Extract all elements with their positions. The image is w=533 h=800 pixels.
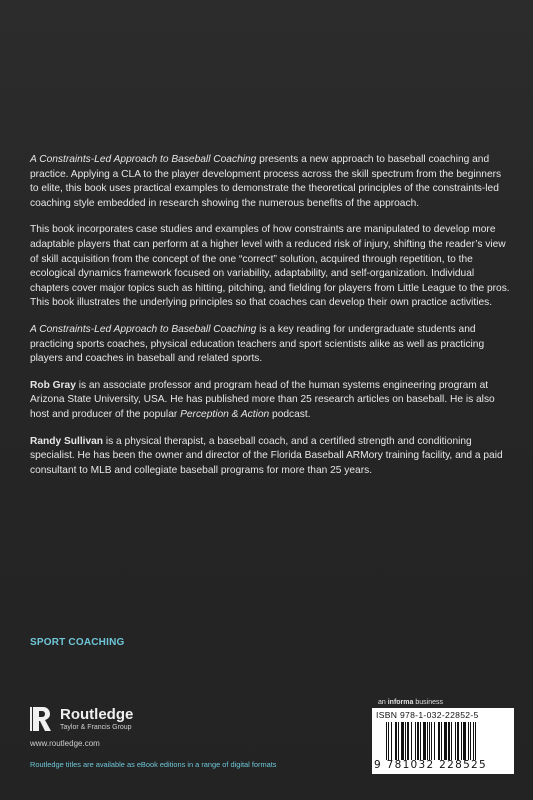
description-paragraph-1: A Constraints-Led Approach to Baseball Coaching presents a new approach to baseball coaching and practice. Applying a CLA to the player development process across the skill spectrum from the beginners to elite, this book uses practical examples to demonstrate the theoretical principles of the constraints-led coaching style embedded in research showing the numerous benefits of the approach. — [30, 154, 502, 209]
author-name: Randy Sullivan — [30, 435, 104, 447]
podcast-title: Perception & Action — [180, 408, 270, 420]
book-title-italic: A Constraints-Led Approach to Baseball Coaching — [30, 154, 257, 165]
publisher-group: Taylor & Francis Group — [60, 724, 132, 731]
barcode-bars — [386, 722, 504, 760]
barcode-digits: 9 781032 228525 — [374, 759, 488, 771]
informa-note: an informa business — [378, 699, 443, 706]
description-paragraph-3: A Constraints-Led Approach to Baseball Coaching is a key reading for undergraduate students and practicing sports coaches, physical education teachers and sport scientists alike as well as practicing players and coaches in baseball and related sports. — [30, 323, 485, 365]
publisher-name: Routledge — [60, 706, 134, 723]
publisher-url[interactable]: www.routledge.com — [30, 739, 100, 748]
isbn-label: ISBN 978-1-032-22852-5 — [376, 710, 479, 720]
publisher-block — [30, 706, 230, 750]
routledge-logo-icon — [30, 706, 52, 732]
subject-category: SPORT COACHING — [30, 637, 125, 648]
author-bio-2: Randy Sullivan is a physical therapist, a baseball coach, and a certified strength and conditioning specialist. He has been the owner and director of the Florida Baseball ARMory training facility, and a paid consultant to MLB and collegiate baseball programs for more than 25 years. — [30, 435, 503, 476]
author-bio-1: Rob Gray is an associate professor and program head of the human systems engineering program at Arizona State University, USA. He has published more than 25 research articles on baseball. He is also host and producer of the popular Perception & Action podcast. — [30, 379, 495, 420]
blurb — [30, 153, 510, 490]
book-title-italic: A Constraints-Led Approach to Baseball Coaching — [30, 323, 257, 335]
isbn-barcode — [372, 708, 514, 774]
description-paragraph-2: This book incorporates case studies and examples of how constraints are manipulated to develop more adaptable players that can perform at a higher level with a reduced risk of injury, shifting the reader’s view of skill acquisition from the concept of the one “correct” solution, acquired through repetition, to the ecological dynamics framework focused on variability, adaptability, and self-organization. Individual chapters cover major topics such as hitting, pitching, and fielding for players from Little League to the pros. This book illustrates the underlying principles so that coaches can develop their own practice activities. — [30, 224, 510, 309]
author-name: Rob Gray — [30, 379, 76, 391]
ebook-note: Routledge titles are available as eBook editions in a range of digital formats — [30, 760, 277, 769]
